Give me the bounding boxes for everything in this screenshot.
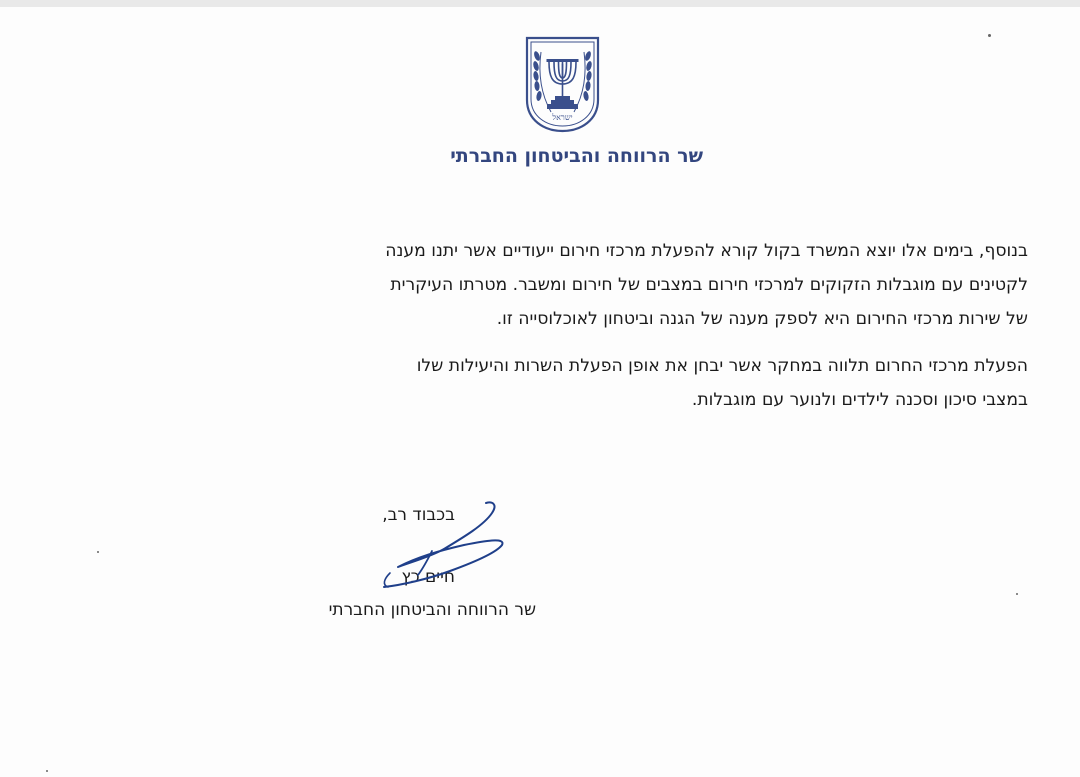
paragraph-line: של שירות מרכזי החירום היא לספק מענה של הגנה וביטחון לאוכלוסייה זו. [496, 309, 1028, 329]
body-paragraph-2 [192, 349, 1028, 417]
scan-speck [988, 34, 991, 37]
body-paragraph-1 [192, 234, 1028, 336]
top-edge-strip [0, 0, 1080, 7]
ministry-title: שר הרווחה והביטחון החברתי [450, 145, 703, 167]
scan-speck [46, 770, 48, 772]
paragraph-line: לקטינים עם מוגבלות הזקוקים למרכזי חירום במצבים של חירום ומשבר. מטרתו העיקרית [390, 275, 1028, 295]
state-emblem-icon [521, 34, 604, 134]
handwritten-signature [368, 495, 518, 595]
scan-speck [97, 551, 99, 553]
paragraph-line: במצבי סיכון וסכנה לילדים ולנוער עם מוגבלות. [691, 390, 1028, 410]
scan-speck [1016, 593, 1018, 595]
svg-text:ישראל: ישראל [552, 113, 573, 122]
paragraph-line: בנוסף, בימים אלו יוצא המשרד בקול קורא להפעלת מרכזי חירום ייעודיים אשר יתנו מענה [385, 241, 1028, 261]
paragraph-line: הפעלת מרכזי החרום תלווה במחקר אשר יבחן את אופן הפעלת השרות והיעילות שלו [416, 356, 1028, 376]
signatory-name: חיים כץ [401, 567, 455, 587]
closing-salutation: בכבוד רב, [382, 505, 455, 525]
signatory-title: שר הרווחה והביטחון החברתי [328, 600, 536, 620]
